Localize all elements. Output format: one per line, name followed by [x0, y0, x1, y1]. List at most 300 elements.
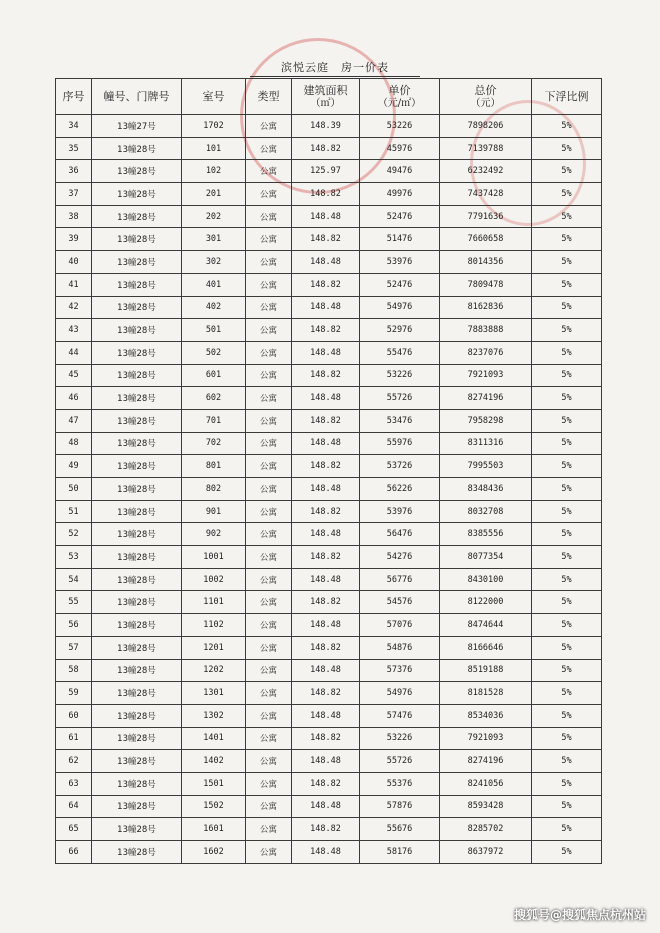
header-building: 幢号、门牌号: [92, 79, 182, 115]
cell-building: 13幢28号: [92, 205, 182, 228]
table-row: [56, 727, 602, 750]
cell-room: 1301: [182, 682, 246, 705]
cell-area: 148.48: [292, 614, 360, 637]
cell-area: 148.82: [292, 818, 360, 841]
cell-float: 5%: [532, 750, 602, 773]
cell-seq: 60: [56, 704, 92, 727]
cell-area: 148.48: [292, 659, 360, 682]
cell-float: 5%: [532, 478, 602, 501]
cell-building: 13幢28号: [92, 636, 182, 659]
cell-area: 148.48: [292, 478, 360, 501]
cell-room: 402: [182, 296, 246, 319]
cell-type: 公寓: [246, 682, 292, 705]
cell-area: 148.48: [292, 387, 360, 410]
cell-room: 802: [182, 478, 246, 501]
table-row: [56, 500, 602, 523]
cell-total: 7809478: [440, 273, 532, 296]
cell-type: 公寓: [246, 364, 292, 387]
cell-seq: 48: [56, 432, 92, 455]
cell-total: 7883888: [440, 319, 532, 342]
cell-area: 148.48: [292, 296, 360, 319]
cell-seq: 44: [56, 341, 92, 364]
cell-total: 8519188: [440, 659, 532, 682]
cell-float: 5%: [532, 273, 602, 296]
cell-total: 7921093: [440, 364, 532, 387]
cell-area: 148.82: [292, 591, 360, 614]
cell-room: 502: [182, 341, 246, 364]
table-row: [56, 455, 602, 478]
table-row: [56, 251, 602, 274]
header-area-unit: （㎡）: [310, 97, 341, 109]
cell-total: 7921093: [440, 727, 532, 750]
cell-area: 148.48: [292, 341, 360, 364]
cell-building: 13幢28号: [92, 546, 182, 569]
cell-float: 5%: [532, 455, 602, 478]
cell-seq: 35: [56, 137, 92, 160]
header-float: 下浮比例: [532, 79, 602, 115]
cell-area: 148.82: [292, 183, 360, 206]
cell-type: 公寓: [246, 228, 292, 251]
cell-area: 148.82: [292, 364, 360, 387]
header-unit-price: [360, 79, 440, 115]
cell-area: 148.48: [292, 841, 360, 864]
cell-room: 101: [182, 137, 246, 160]
cell-float: 5%: [532, 841, 602, 864]
cell-float: 5%: [532, 523, 602, 546]
cell-type: 公寓: [246, 500, 292, 523]
cell-seq: 52: [56, 523, 92, 546]
cell-unit-price: 57376: [360, 659, 440, 682]
header-total: [440, 79, 532, 115]
cell-area: 148.48: [292, 568, 360, 591]
cell-float: 5%: [532, 568, 602, 591]
cell-unit-price: 53226: [360, 364, 440, 387]
table-row: [56, 364, 602, 387]
cell-float: 5%: [532, 387, 602, 410]
cell-float: 5%: [532, 432, 602, 455]
cell-room: 1201: [182, 636, 246, 659]
cell-building: 13幢28号: [92, 478, 182, 501]
cell-seq: 34: [56, 115, 92, 138]
cell-float: 5%: [532, 137, 602, 160]
cell-total: 7791636: [440, 205, 532, 228]
cell-float: 5%: [532, 296, 602, 319]
cell-building: 13幢28号: [92, 841, 182, 864]
cell-building: 13幢28号: [92, 591, 182, 614]
cell-area: 148.48: [292, 432, 360, 455]
cell-float: 5%: [532, 614, 602, 637]
cell-float: 5%: [532, 818, 602, 841]
cell-seq: 47: [56, 409, 92, 432]
cell-float: 5%: [532, 500, 602, 523]
table-row: [56, 614, 602, 637]
cell-building: 13幢28号: [92, 795, 182, 818]
table-row: [56, 841, 602, 864]
cell-unit-price: 52476: [360, 273, 440, 296]
cell-total: 7995503: [440, 455, 532, 478]
table-row: [56, 636, 602, 659]
cell-total: 8593428: [440, 795, 532, 818]
header-total-unit: （元）: [470, 97, 501, 109]
cell-total: 7437428: [440, 183, 532, 206]
cell-room: 701: [182, 409, 246, 432]
cell-type: 公寓: [246, 546, 292, 569]
cell-seq: 45: [56, 364, 92, 387]
cell-unit-price: 53226: [360, 115, 440, 138]
cell-room: 801: [182, 455, 246, 478]
cell-area: 148.82: [292, 546, 360, 569]
cell-unit-price: 49476: [360, 160, 440, 183]
table-row: [56, 750, 602, 773]
cell-seq: 36: [56, 160, 92, 183]
cell-seq: 56: [56, 614, 92, 637]
table-header-row: [56, 79, 602, 115]
cell-total: 8274196: [440, 750, 532, 773]
page-title: 滨悦云庭 房一价表: [250, 60, 420, 77]
cell-seq: 40: [56, 251, 92, 274]
cell-total: 8181528: [440, 682, 532, 705]
cell-area: 148.82: [292, 682, 360, 705]
table-row: [56, 341, 602, 364]
cell-seq: 46: [56, 387, 92, 410]
cell-total: 8274196: [440, 387, 532, 410]
cell-building: 13幢28号: [92, 137, 182, 160]
cell-building: 13幢28号: [92, 727, 182, 750]
cell-unit-price: 54276: [360, 546, 440, 569]
table-row: [56, 818, 602, 841]
cell-seq: 42: [56, 296, 92, 319]
cell-area: 148.82: [292, 137, 360, 160]
cell-room: 1602: [182, 841, 246, 864]
cell-building: 13幢28号: [92, 818, 182, 841]
cell-type: 公寓: [246, 750, 292, 773]
cell-total: 8637972: [440, 841, 532, 864]
cell-building: 13幢28号: [92, 659, 182, 682]
cell-float: 5%: [532, 659, 602, 682]
price-table: [55, 78, 602, 864]
cell-type: 公寓: [246, 636, 292, 659]
cell-building: 13幢27号: [92, 115, 182, 138]
cell-type: 公寓: [246, 591, 292, 614]
cell-type: 公寓: [246, 659, 292, 682]
cell-seq: 43: [56, 319, 92, 342]
cell-seq: 37: [56, 183, 92, 206]
cell-area: 148.82: [292, 772, 360, 795]
cell-area: 148.82: [292, 455, 360, 478]
header-type: 类型: [246, 79, 292, 115]
table-row: [56, 591, 602, 614]
cell-total: 6232492: [440, 160, 532, 183]
cell-room: 302: [182, 251, 246, 274]
cell-room: 902: [182, 523, 246, 546]
cell-type: 公寓: [246, 455, 292, 478]
cell-unit-price: 58176: [360, 841, 440, 864]
cell-building: 13幢28号: [92, 183, 182, 206]
cell-seq: 61: [56, 727, 92, 750]
cell-room: 1502: [182, 795, 246, 818]
cell-type: 公寓: [246, 795, 292, 818]
cell-float: 5%: [532, 319, 602, 342]
cell-building: 13幢28号: [92, 523, 182, 546]
header-area: [292, 79, 360, 115]
cell-unit-price: 55476: [360, 341, 440, 364]
cell-room: 1002: [182, 568, 246, 591]
cell-seq: 41: [56, 273, 92, 296]
cell-room: 1601: [182, 818, 246, 841]
table-row: [56, 568, 602, 591]
cell-area: 148.48: [292, 251, 360, 274]
cell-area: 148.82: [292, 228, 360, 251]
cell-seq: 62: [56, 750, 92, 773]
cell-float: 5%: [532, 115, 602, 138]
cell-unit-price: 49976: [360, 183, 440, 206]
cell-float: 5%: [532, 160, 602, 183]
table-row: [56, 478, 602, 501]
cell-building: 13幢28号: [92, 682, 182, 705]
cell-float: 5%: [532, 205, 602, 228]
cell-building: 13幢28号: [92, 704, 182, 727]
cell-building: 13幢28号: [92, 296, 182, 319]
cell-type: 公寓: [246, 205, 292, 228]
cell-float: 5%: [532, 636, 602, 659]
cell-unit-price: 53476: [360, 409, 440, 432]
cell-float: 5%: [532, 795, 602, 818]
table-row: [56, 183, 602, 206]
cell-seq: 63: [56, 772, 92, 795]
cell-unit-price: 52976: [360, 319, 440, 342]
cell-area: 148.39: [292, 115, 360, 138]
cell-total: 8166646: [440, 636, 532, 659]
cell-total: 7660658: [440, 228, 532, 251]
table-row: [56, 319, 602, 342]
table-row: [56, 137, 602, 160]
cell-type: 公寓: [246, 841, 292, 864]
table-row: [56, 387, 602, 410]
cell-type: 公寓: [246, 273, 292, 296]
table-row: [56, 432, 602, 455]
cell-type: 公寓: [246, 727, 292, 750]
cell-seq: 51: [56, 500, 92, 523]
cell-unit-price: 54876: [360, 636, 440, 659]
watermark: 搜狐号@搜狐焦点杭州站: [513, 908, 646, 922]
cell-seq: 65: [56, 818, 92, 841]
cell-building: 13幢28号: [92, 432, 182, 455]
cell-unit-price: 53976: [360, 500, 440, 523]
cell-building: 13幢28号: [92, 750, 182, 773]
cell-unit-price: 53226: [360, 727, 440, 750]
cell-building: 13幢28号: [92, 341, 182, 364]
cell-total: 7958298: [440, 409, 532, 432]
cell-type: 公寓: [246, 341, 292, 364]
table-row: [56, 160, 602, 183]
cell-total: 8162836: [440, 296, 532, 319]
cell-float: 5%: [532, 341, 602, 364]
cell-area: 148.82: [292, 727, 360, 750]
cell-area: 148.48: [292, 523, 360, 546]
cell-building: 13幢28号: [92, 455, 182, 478]
cell-building: 13幢28号: [92, 568, 182, 591]
cell-room: 401: [182, 273, 246, 296]
cell-building: 13幢28号: [92, 500, 182, 523]
cell-unit-price: 54976: [360, 296, 440, 319]
cell-float: 5%: [532, 704, 602, 727]
cell-type: 公寓: [246, 319, 292, 342]
header-unit-price-label: 单价: [388, 83, 411, 97]
cell-total: 8430100: [440, 568, 532, 591]
cell-room: 501: [182, 319, 246, 342]
cell-total: 8385556: [440, 523, 532, 546]
cell-area: 148.48: [292, 704, 360, 727]
table-row: [56, 546, 602, 569]
cell-type: 公寓: [246, 115, 292, 138]
cell-float: 5%: [532, 251, 602, 274]
cell-total: 8241056: [440, 772, 532, 795]
cell-total: 8285702: [440, 818, 532, 841]
cell-total: 8237076: [440, 341, 532, 364]
cell-room: 1402: [182, 750, 246, 773]
cell-area: 148.48: [292, 795, 360, 818]
cell-room: 1102: [182, 614, 246, 637]
cell-unit-price: 57476: [360, 704, 440, 727]
cell-type: 公寓: [246, 387, 292, 410]
cell-seq: 53: [56, 546, 92, 569]
cell-total: 8014356: [440, 251, 532, 274]
table-row: [56, 205, 602, 228]
cell-total: 8474644: [440, 614, 532, 637]
cell-total: 8348436: [440, 478, 532, 501]
cell-room: 1001: [182, 546, 246, 569]
cell-unit-price: 45976: [360, 137, 440, 160]
cell-room: 301: [182, 228, 246, 251]
cell-room: 602: [182, 387, 246, 410]
cell-total: 7898206: [440, 115, 532, 138]
cell-unit-price: 55976: [360, 432, 440, 455]
cell-float: 5%: [532, 364, 602, 387]
cell-unit-price: 55726: [360, 387, 440, 410]
table-row: [56, 273, 602, 296]
cell-area: 148.82: [292, 319, 360, 342]
cell-unit-price: 56476: [360, 523, 440, 546]
cell-total: 8032708: [440, 500, 532, 523]
table-row: [56, 659, 602, 682]
table-row: [56, 228, 602, 251]
cell-building: 13幢28号: [92, 387, 182, 410]
cell-type: 公寓: [246, 183, 292, 206]
cell-type: 公寓: [246, 137, 292, 160]
cell-type: 公寓: [246, 251, 292, 274]
cell-area: 148.48: [292, 750, 360, 773]
header-seq: 序号: [56, 79, 92, 115]
cell-area: 148.82: [292, 500, 360, 523]
cell-float: 5%: [532, 727, 602, 750]
header-room: 室号: [182, 79, 246, 115]
cell-float: 5%: [532, 183, 602, 206]
cell-type: 公寓: [246, 409, 292, 432]
cell-type: 公寓: [246, 772, 292, 795]
cell-seq: 55: [56, 591, 92, 614]
cell-room: 102: [182, 160, 246, 183]
table-row: [56, 704, 602, 727]
cell-area: 148.48: [292, 205, 360, 228]
cell-room: 901: [182, 500, 246, 523]
cell-seq: 50: [56, 478, 92, 501]
cell-building: 13幢28号: [92, 251, 182, 274]
cell-unit-price: 52476: [360, 205, 440, 228]
cell-float: 5%: [532, 772, 602, 795]
table-row: [56, 409, 602, 432]
cell-type: 公寓: [246, 614, 292, 637]
cell-building: 13幢28号: [92, 772, 182, 795]
cell-type: 公寓: [246, 523, 292, 546]
cell-type: 公寓: [246, 704, 292, 727]
header-total-label: 总价: [474, 83, 497, 97]
cell-unit-price: 55376: [360, 772, 440, 795]
cell-seq: 64: [56, 795, 92, 818]
cell-float: 5%: [532, 228, 602, 251]
cell-float: 5%: [532, 682, 602, 705]
cell-unit-price: 57076: [360, 614, 440, 637]
cell-seq: 66: [56, 841, 92, 864]
cell-seq: 39: [56, 228, 92, 251]
cell-area: 148.82: [292, 636, 360, 659]
cell-float: 5%: [532, 409, 602, 432]
cell-room: 1501: [182, 772, 246, 795]
cell-seq: 38: [56, 205, 92, 228]
cell-unit-price: 56226: [360, 478, 440, 501]
cell-total: 8534036: [440, 704, 532, 727]
cell-building: 13幢28号: [92, 160, 182, 183]
cell-total: 8311316: [440, 432, 532, 455]
cell-unit-price: 56776: [360, 568, 440, 591]
table-row: [56, 682, 602, 705]
table-row: [56, 296, 602, 319]
cell-seq: 58: [56, 659, 92, 682]
cell-type: 公寓: [246, 568, 292, 591]
cell-total: 7139788: [440, 137, 532, 160]
cell-unit-price: 55726: [360, 750, 440, 773]
cell-type: 公寓: [246, 818, 292, 841]
cell-area: 148.82: [292, 273, 360, 296]
cell-seq: 57: [56, 636, 92, 659]
cell-type: 公寓: [246, 296, 292, 319]
cell-seq: 49: [56, 455, 92, 478]
table-row: [56, 772, 602, 795]
cell-unit-price: 55676: [360, 818, 440, 841]
table-row: [56, 115, 602, 138]
cell-room: 202: [182, 205, 246, 228]
cell-room: 1302: [182, 704, 246, 727]
table-row: [56, 795, 602, 818]
cell-building: 13幢28号: [92, 319, 182, 342]
table-row: [56, 523, 602, 546]
cell-room: 201: [182, 183, 246, 206]
cell-building: 13幢28号: [92, 614, 182, 637]
table-body: [56, 115, 602, 864]
cell-float: 5%: [532, 591, 602, 614]
cell-seq: 59: [56, 682, 92, 705]
cell-unit-price: 53726: [360, 455, 440, 478]
cell-type: 公寓: [246, 478, 292, 501]
cell-room: 702: [182, 432, 246, 455]
cell-total: 8122000: [440, 591, 532, 614]
cell-unit-price: 57876: [360, 795, 440, 818]
cell-room: 1702: [182, 115, 246, 138]
cell-unit-price: 51476: [360, 228, 440, 251]
cell-building: 13幢28号: [92, 364, 182, 387]
cell-type: 公寓: [246, 432, 292, 455]
cell-room: 1202: [182, 659, 246, 682]
cell-total: 8077354: [440, 546, 532, 569]
